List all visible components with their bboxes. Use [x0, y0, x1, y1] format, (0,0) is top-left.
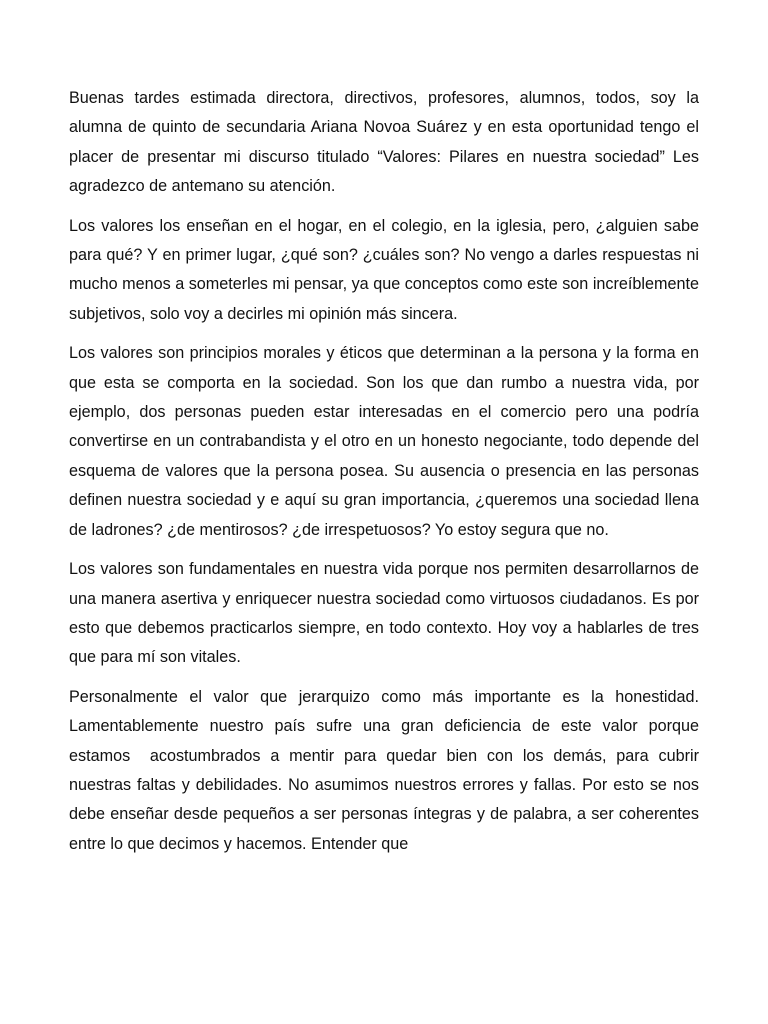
paragraph-greeting: Buenas tardes estimada directora, directivos, profesores, alumnos, todos, soy la alumna de quinto de secundaria Ariana Novoa Suárez y en esta oportunidad tengo el placer de presentar mi discurso titulado “Valores: Pilares en nuestra sociedad” Les agradezco de antemano su atención. — [69, 89, 704, 196]
paragraph-honesty: Personalmente el valor que jerarquizo como más importante es la honestidad. Lamentablemente nuestro país sufre una gran deficiencia de este valor porque estamos acostumbrados a mentir para quedar bien con los demás, para cubrir nuestras faltas y debilidades. No asumimos nuestros errores y fallas. Por esto se nos debe enseñar desde pequeños a ser personas íntegras y de palabra, a ser coherentes entre lo que decimos y hacemos. Entender que — [69, 687, 704, 853]
paragraph-values-definition: Los valores son principios morales y éticos que determinan a la persona y la forma en que esta se comporta en la sociedad. Son los que dan rumbo a nuestra vida, por ejemplo, dos personas pueden estar interesadas en el comercio pero una podría convertirse en un contrabandista y el otro en un honesto negociante, todo depende del esquema de valores que la persona posea. Su ausencia o presencia en las personas definen nuestra sociedad y e aquí su gran importancia, ¿queremos una sociedad llena de ladrones? ¿de mentirosos? ¿de irrespetuosos? Yo estoy segura que no. — [69, 344, 704, 539]
paragraph-values-questions: Los valores los enseñan en el hogar, en el colegio, en la iglesia, pero, ¿alguien sabe para qué? Y en primer lugar, ¿qué son? ¿cuáles son? No vengo a darles respuestas ni mucho menos a someterles mi pensar, ya que conceptos como este son increíblemente subjetivos, solo voy a decirles mi opinión más sincera. — [69, 216, 704, 323]
paragraph-values-importance: Los valores son fundamentales en nuestra vida porque nos permiten desarrollarnos de una manera asertiva y enriquecer nuestra sociedad como virtuosos ciudadanos. Es por esto que debemos practicarlos siempre, en todo contexto. Hoy voy a hablarles de tres que para mí son vitales. — [69, 560, 704, 667]
